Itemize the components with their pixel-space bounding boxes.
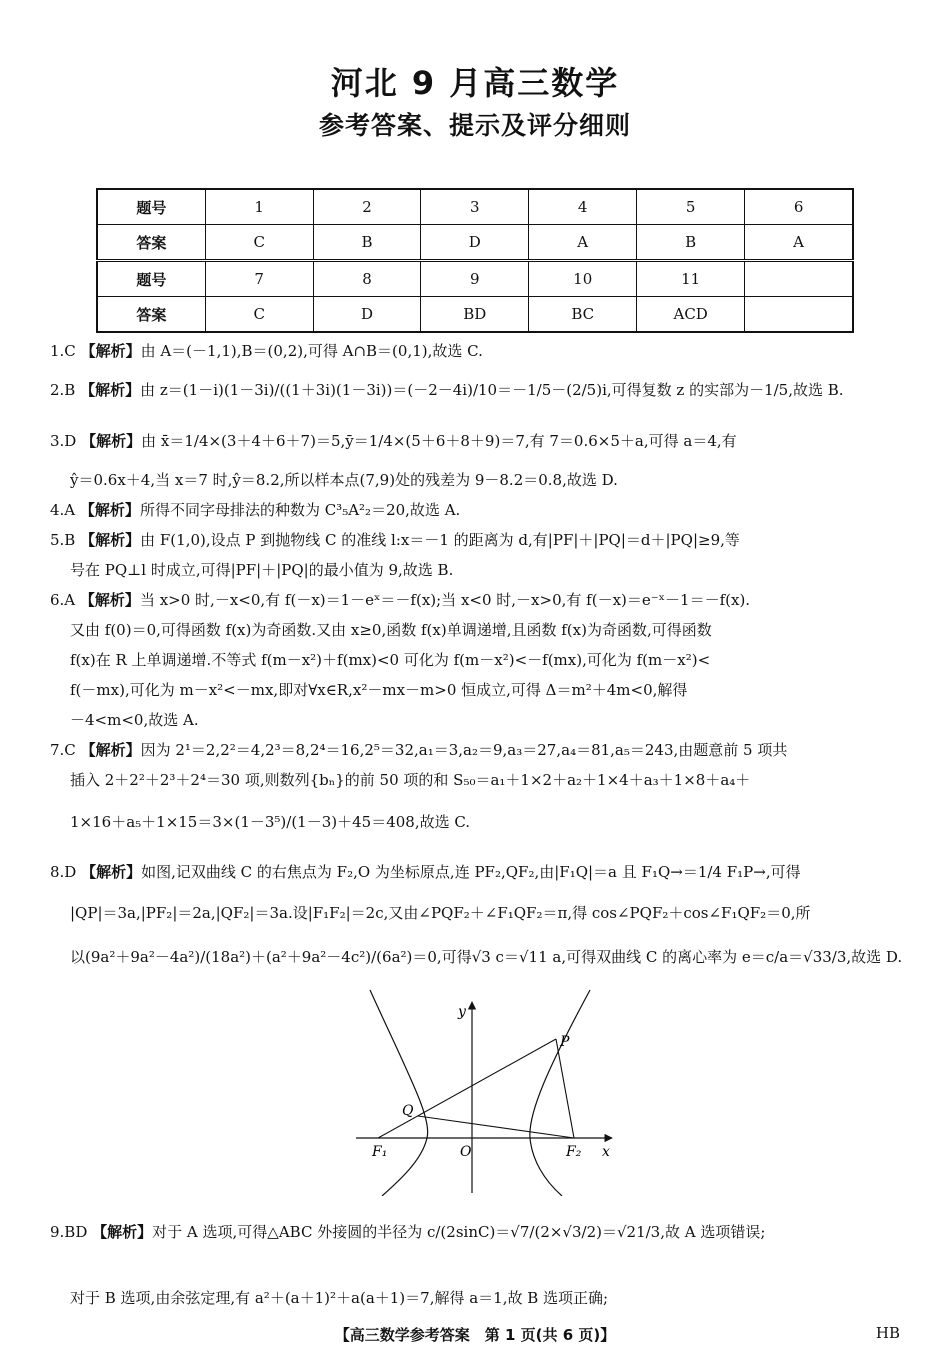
left-branch [370,990,428,1196]
table-cell: BC [529,297,637,333]
line-pf2 [556,1039,574,1138]
table-cell: D [313,297,421,333]
label-f2: F₂ [566,1144,582,1160]
line-qf2 [418,1116,574,1138]
solution-line: f(－mx),可化为 m－x²<－mx,即对∀x∈R,x²－mx－m>0 恒成立,可得 Δ＝m²＋4m<0,解得 [70,681,688,699]
table-row [97,261,853,297]
label-x: x [602,1144,610,1160]
footer-code: HB [875,1324,900,1342]
table-cell: 4 [529,189,637,225]
table-cell: ACD [637,297,745,333]
table-cell: 6 [745,189,853,225]
table-cell: 7 [205,261,313,297]
page-title: 河北 9 月高三数学 [330,64,620,102]
table-cell: BD [421,297,529,333]
table-cell: A [529,225,637,261]
table-cell: C [205,297,313,333]
table-cell: 11 [637,261,745,297]
solution-line: 6.A 【解析】当 x>0 时,－x<0,有 f(－x)＝1－eˣ＝－f(x);当 x<0 时,－x>0,有 f(－x)＝e⁻ˣ－1＝－f(x). [50,591,751,609]
table-header-cell: 答案 [97,297,205,333]
table-cell: 8 [313,261,421,297]
hyperbola-figure [352,988,614,1196]
solution-line: 5.B 【解析】由 F(1,0),设点 P 到抛物线 C 的准线 l:x＝－1 的距离为 d,有|PF|＋|PQ|＝d＋|PQ|≥9,等 [50,531,740,549]
solution-line: f(x)在 R 上单调递增.不等式 f(m－x²)＋f(mx)<0 可化为 f(m－x²)<－f(mx),可化为 f(m－x²)< [70,651,711,669]
table-cell: B [637,225,745,261]
table-row [97,225,853,261]
solution-line: 3.D 【解析】由 x̄＝1/4×(3＋4＋6＋7)＝5,ȳ＝1/4×(5＋6＋8＋9)＝7,有 7＝0.6×5＋a,可得 a＝4,有 [50,432,737,450]
table-cell [745,297,853,333]
table-cell [745,261,853,297]
table-cell: 9 [421,261,529,297]
solution-line: 7.C 【解析】因为 2¹＝2,2²＝4,2³＝8,2⁴＝16,2⁵＝32,a₁＝3,a₂＝9,a₃＝27,a₄＝81,a₅＝243,由题意前 5 项共 [50,741,788,759]
page-subtitle: 参考答案、提示及评分细则 [318,111,631,140]
table-cell: 2 [313,189,421,225]
table-cell: 10 [529,261,637,297]
solution-line: |QP|＝3a,|PF₂|＝2a,|QF₂|＝3a.设|F₁F₂|＝2c,又由∠PQF₂＋∠F₁QF₂＝π,得 cos∠PQF₂＋cos∠F₁QF₂＝0,所 [70,904,811,922]
label-q: Q [402,1103,414,1119]
solution-line: 9.BD 【解析】对于 A 选项,可得△ABC 外接圆的半径为 c/(2sinC)＝√7/(2×√3/2)＝√21/3,故 A 选项错误; [50,1223,766,1241]
solution-line: ŷ＝0.6x＋4,当 x＝7 时,ŷ＝8.2,所以样本点(7,9)处的残差为 9－8.2＝0.8,故选 D. [70,471,618,489]
solution-line: －4<m<0,故选 A. [70,711,199,729]
label-o: O [460,1144,472,1160]
label-p: P [560,1034,570,1050]
solution-line: 4.A 【解析】所得不同字母排法的种数为 C³₅A²₂＝20,故选 A. [50,501,461,519]
solution-line: 插入 2＋2²＋2³＋2⁴＝30 项,则数列{bₙ}的前 50 项的和 S₅₀＝a₁＋1×2＋a₂＋1×4＋a₃＋1×8＋a₄＋ [70,771,751,789]
table-row [97,297,853,333]
solution-line: 8.D 【解析】如图,记双曲线 C 的右焦点为 F₂,O 为坐标原点,连 PF₂,QF₂,由|F₁Q|＝a 且 F₁Q→＝1/4 F₁P→,可得 [50,863,801,881]
table-cell: 3 [421,189,529,225]
table-cell: 5 [637,189,745,225]
label-f1: F₁ [372,1144,388,1160]
table-row [97,189,853,225]
table-header-cell: 题号 [97,261,205,297]
table-cell: A [745,225,853,261]
table-cell: C [205,225,313,261]
solution-line: 号在 PQ⊥l 时成立,可得|PF|＋|PQ|的最小值为 9,故选 B. [70,561,454,579]
table-header-cell: 题号 [97,189,205,225]
solution-line: 对于 B 选项,由余弦定理,有 a²＋(a＋1)²＋a(a＋1)＝7,解得 a＝1,故 B 选项正确; [70,1289,609,1307]
answer-table [96,188,854,333]
solution-line: 1×16＋a₅＋1×15＝3×(1－3⁵)/(1－3)＋45＝408,故选 C. [70,813,471,831]
table-header-cell: 答案 [97,225,205,261]
label-y: y [458,1004,466,1020]
right-branch [530,990,590,1196]
table-cell: B [313,225,421,261]
table-cell: D [421,225,529,261]
solution-line: 以(9a²＋9a²－4a²)/(18a²)＋(a²＋9a²－4c²)/(6a²)＝0,可得√3 c＝√11 a,可得双曲线 C 的离心率为 e＝c/a＝√33/3,故选 D. [70,948,902,966]
solution-line: 2.B 【解析】由 z＝(1－i)(1－3i)/((1＋3i)(1－3i))＝(－2－4i)/10＝－1/5－(2/5)i,可得复数 z 的实部为－1/5,故选 B. [50,381,844,399]
page-footer: 【高三数学参考答案 第 1 页(共 6 页)】 [334,1326,616,1344]
table-cell: 1 [205,189,313,225]
solution-line: 1.C 【解析】由 A＝(－1,1),B＝(0,2),可得 A∩B＝(0,1),故选 C. [50,342,483,360]
solution-line: 又由 f(0)＝0,可得函数 f(x)为奇函数.又由 x≥0,函数 f(x)单调递增,且函数 f(x)为奇函数,可得函数 [70,621,712,639]
